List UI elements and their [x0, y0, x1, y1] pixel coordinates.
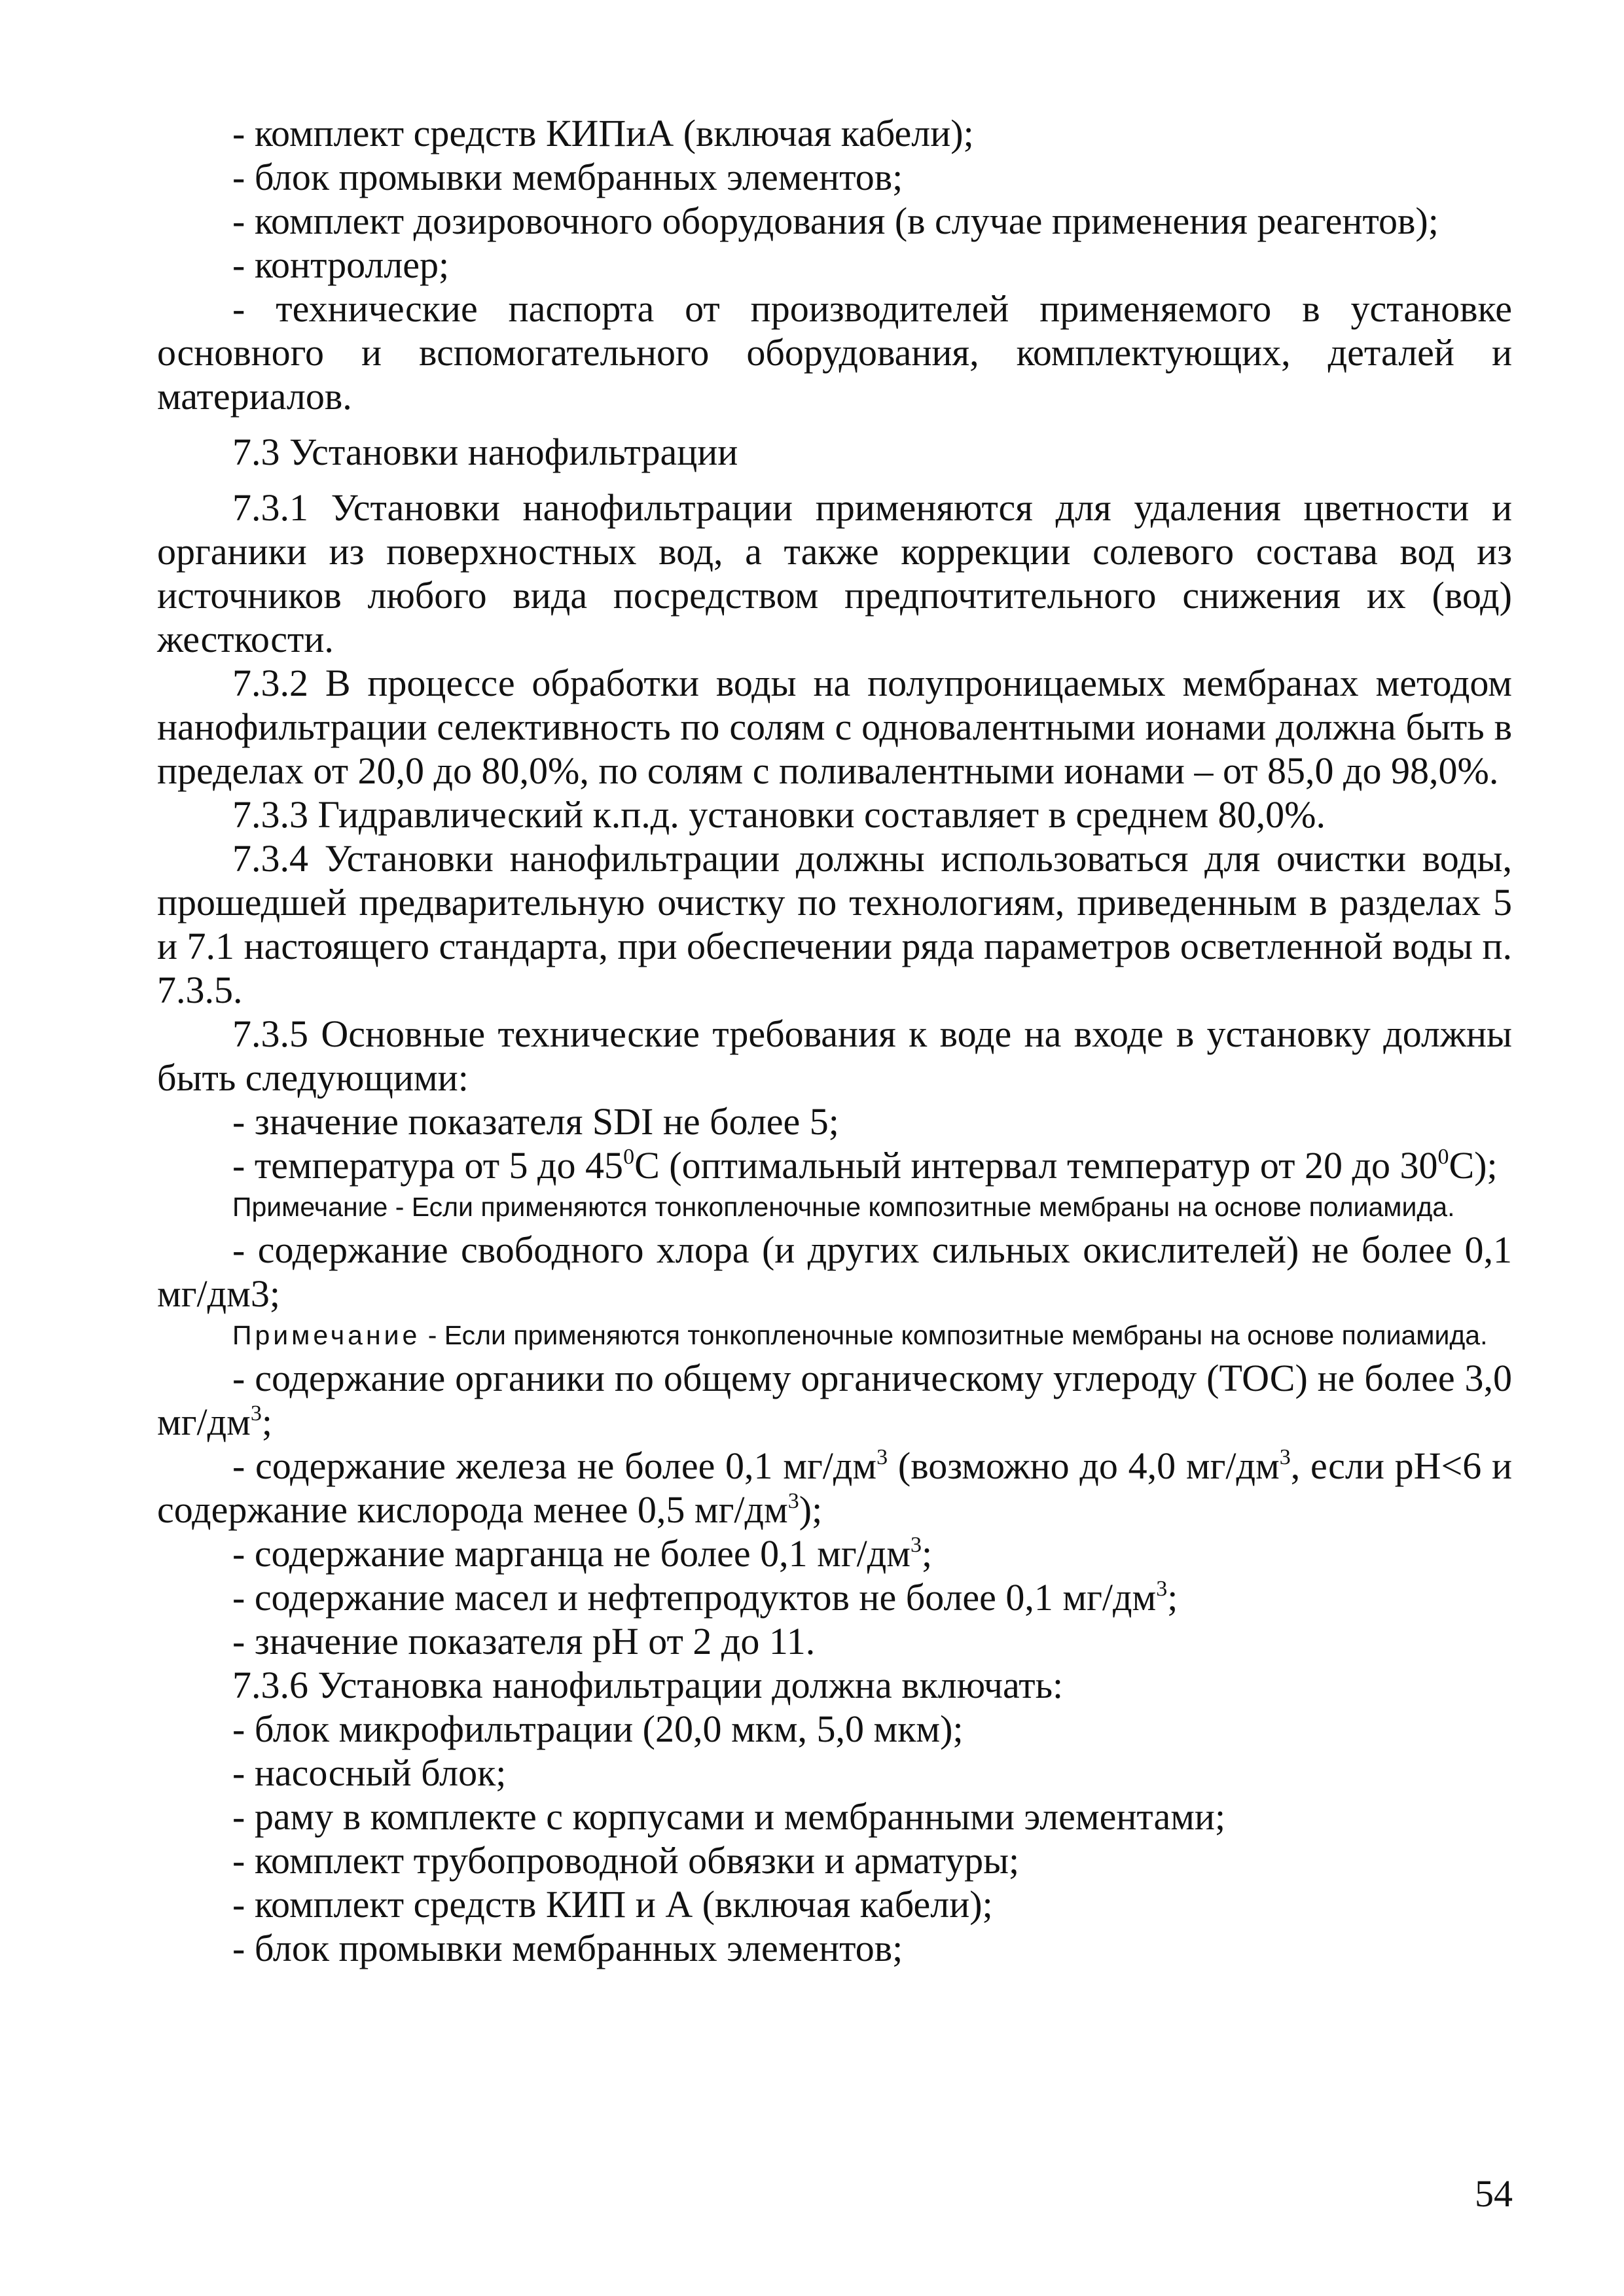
page-number: 54 — [1475, 2172, 1513, 2215]
paragraph-7-3-6: 7.3.6 Установка нанофильтрации должна включать: — [232, 1664, 1064, 1706]
note: Примечание - Если применяются тонкопленочные композитные мембраны на основе полиамида. — [232, 1320, 1488, 1350]
requirement-toc: - содержание органики по общему органическому углероду (ТОС) не более 3,0 $мг/дм^3$; — [157, 1357, 1512, 1443]
list-item: - раму в комплекте с корпусами и мембранными элементами; — [232, 1795, 1226, 1838]
list-item: - комплект средств КИП и А (включая кабели); — [232, 1883, 993, 1926]
requirement-chlorine: - содержание свободного хлора (и других сильных окислителей) не более 0,1 мг/дм3; — [157, 1229, 1512, 1315]
paragraph-7-3-2: 7.3.2 В процессе обработки воды на полупроницаемых мембранах методом нанофильтрации селективность по солям с одновалентными ионами должна быть в пределах от 20,0 до 80,0%, по солям с поливалентными ионами – от 85,0 до 98,0%. — [157, 662, 1512, 792]
note: Примечание - Если применяются тонкопленочные композитные мембраны на основе полиамида. — [232, 1192, 1455, 1222]
list-item: - комплект средств КИПиА (включая кабели); — [232, 112, 974, 154]
paragraph-7-3-5: 7.3.5 Основные технические требования к воде на входе в установку должны быть следующими: — [157, 1013, 1512, 1099]
requirement-sdi: - значение показателя SDI не более 5; — [232, 1100, 839, 1143]
requirement-oil: - содержание масел и нефтепродуктов не более 0,1 $мг/дм^3$; — [232, 1576, 1178, 1619]
list-item: - блок микрофильтрации (20,0 мкм, 5,0 мкм); — [232, 1708, 964, 1750]
list-item: - контроллер; — [232, 243, 450, 286]
list-item: - блок промывки мембранных элементов; — [232, 156, 903, 198]
section-heading: 7.3 Установки нанофильтрации — [232, 431, 738, 473]
paragraph-7-3-3: 7.3.3 Гидравлический к.п.д. установки составляет в среднем 80,0%. — [232, 793, 1326, 836]
paragraph-7-3-4: 7.3.4 Установки нанофильтрации должны использоваться для очистки воды, прошедшей предварительную очистку по технологиям, приведенным в разделах 5 и 7.1 настоящего стандарта, при обеспечении ряда параметров осветленной воды п. 7.3.5. — [157, 837, 1512, 1011]
paragraph-7-3-1: 7.3.1 Установки нанофильтрации применяются для удаления цветности и органики из поверхностных вод, а также коррекции солевого состава вод из источников любого вида посредством предпочтительного снижения их (вод) жесткости. — [157, 486, 1512, 660]
list-item: - технические паспорта от производителей применяемого в установке основного и вспомогательного оборудования, комплектующих, деталей и материалов. — [157, 287, 1512, 418]
requirement-temperature: - температура от 5 до $45^0С$ (оптимальный интервал температур от 20 до $30^0С$); — [232, 1144, 1498, 1187]
requirement-manganese: - содержание марганца не более 0,1 $мг/дм^3$; — [232, 1532, 933, 1575]
list-item: - комплект дозировочного оборудования (в случае применения реагентов); — [232, 200, 1439, 242]
document-page — [157, 111, 1512, 1970]
list-item: - блок промывки мембранных элементов; — [232, 1927, 903, 1969]
requirement-ph: - значение показателя pH от 2 до 11. — [232, 1620, 816, 1662]
requirement-iron: - содержание железа не более 0,1 $мг/дм^3$ (возможно до 4,0 $мг/дм^3$, если pH<6 и содержание кислорода менее 0,5 $мг/дм^3$); — [157, 1444, 1513, 1531]
list-item: - комплект трубопроводной обвязки и арматуры; — [232, 1839, 1020, 1882]
list-item: - насосный блок; — [232, 1751, 507, 1794]
